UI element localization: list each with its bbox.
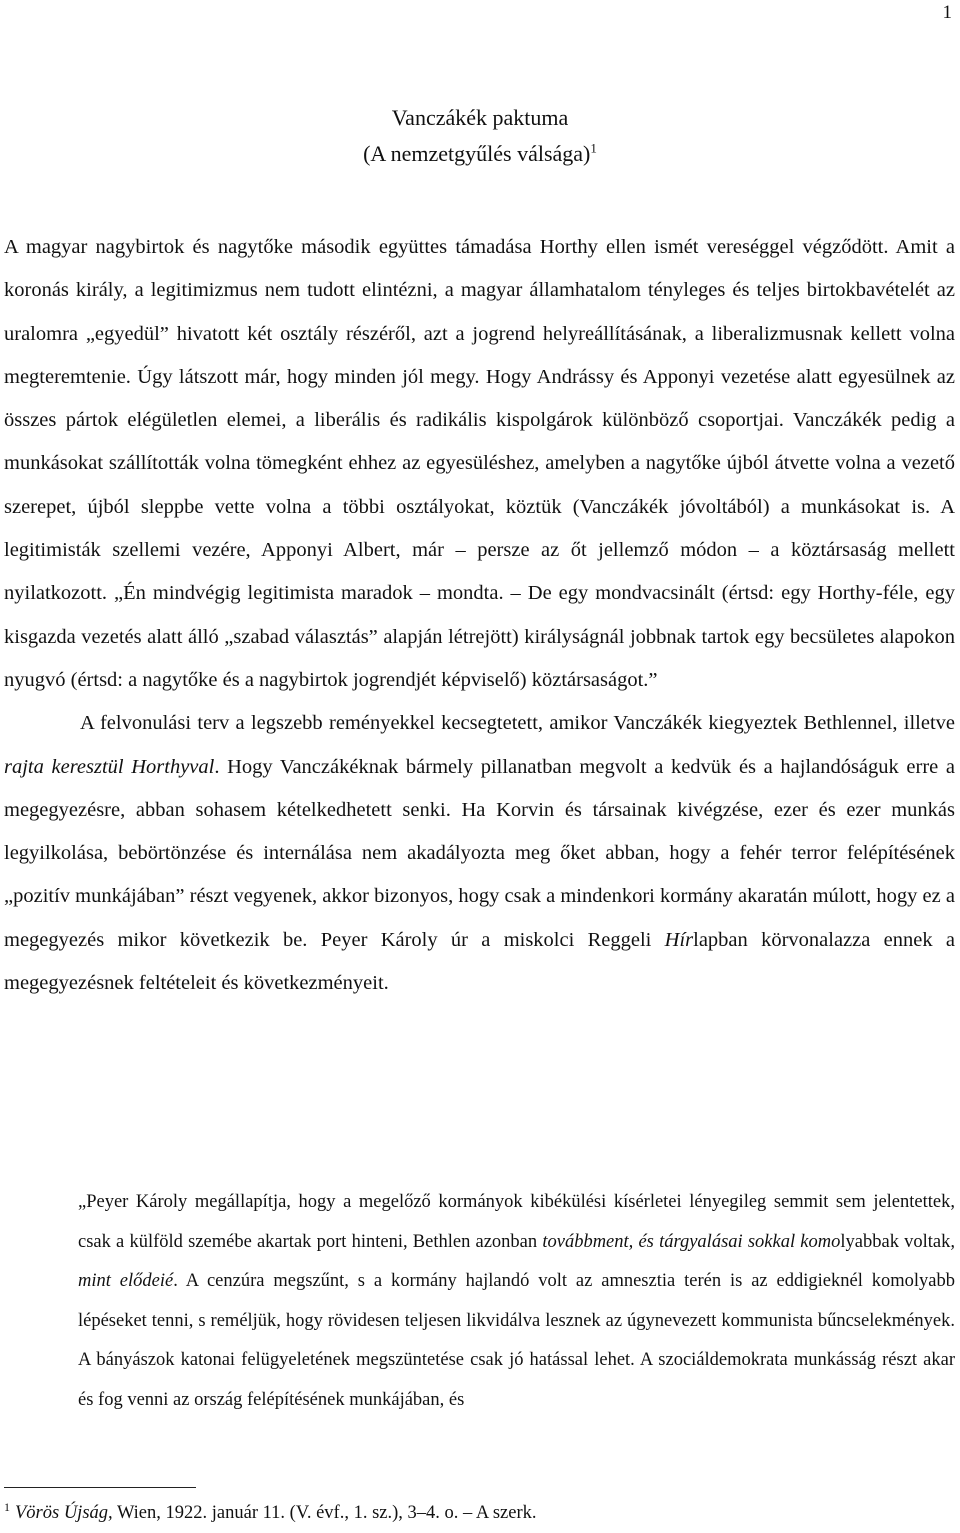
paragraph-2-italic-b: Hír (664, 928, 694, 951)
article-body (4, 226, 955, 1005)
footnote-text: Wien, 1922. január 11. (V. évf., 1. sz.), 3–4. o. – A szerk. (112, 1503, 537, 1523)
paragraph-2-text-c: lapban körvonalazza ennek a megegyezésnek feltételeit és következményeit. (4, 928, 955, 995)
paragraph-2-text-a: A felvonulási terv a legszebb reményekkel kecsegtetett, amikor Vanczákék kiegyeztek Bethlennel, illetve (80, 712, 955, 735)
article-subtitle (0, 136, 960, 172)
article-title-block (0, 100, 960, 172)
article-subtitle-text: (A nemzetgyűlés válsága) (363, 141, 591, 166)
paragraph-2-italic-a: rajta keresztül Horthyval (4, 755, 215, 778)
quote-text-b: lyabbak voltak (840, 1231, 951, 1252)
paragraph-2-text-b: . Hogy Vanczákéknak bármely pillanatban megvolt a kedvük és a hajlandóságuk erre a megegyezésre, abban sohasem kételkedhetett senki. Ha Korvin és társainak kivégzése, ezer és ezer munkás legyilkolása, bebörtönzése és internálása nem akadályozta meg őket abban, hogy a fehér terror felépítésének „pozitív munkájában” részt vegyenek, akkor bizonyos, hogy csak a mindenkori kormány akaratán múlott, hogy ez a megegyezés mikor következik be. Peyer Károly úr a miskolci Reggeli (4, 755, 955, 951)
quote-italic-a: továbbment, és tárgyalásai sokkal komo (542, 1231, 841, 1252)
footnote-divider (4, 1487, 196, 1488)
footnote-reference[interactable]: 1 (590, 140, 597, 156)
block-quote (78, 1183, 955, 1420)
footnote (4, 1501, 954, 1525)
footnote-mark: 1 (4, 1499, 10, 1514)
footnote-source-title: Vörös Újság, (15, 1503, 113, 1523)
quote-italic-b: , mint elődeié (78, 1231, 956, 1291)
article-title: Vanczákék paktuma (391, 105, 569, 130)
quote-text-a: „Peyer Károly megállapítja, hogy a megelőző kormányok kibékülési kísérletei lényegileg semmit sem jelentettek, csak a külföld szemébe akartak port hinteni, Bethlen azonban (78, 1192, 955, 1252)
paragraph-2 (4, 702, 955, 1005)
paragraph-1: A magyar nagybirtok és nagytőke második együttes támadása Horthy ellen ismét vereséggel végződött. Amit a koronás király, a legitimizmus nem tudott elintézni, a magyar államhatalom tényleges és teljes birtokbavételét az uralomra „egyedül” hivatott két osztály részéről, azt a jogrend helyreállításának, a liberalizmusnak kellett volna megteremtenie. Úgy látszott már, hogy minden jól megy. Hogy Andrássy és Apponyi vezetése alatt egyesülnek az összes pártok elégületlen elemei, a liberális és radikális kispolgárok különböző csoportjai. Vanczákék pedig a munkásokat szállították volna tömegként ehhez az egyesüléshez, amelyben a nagytőke újból átvette volna a vezető szerepet, újból sleppbe vette volna a többi osztályokat, köztük (Vanczákék jóvoltából) a munkásokat is. A legitimisták szellemi vezére, Apponyi Albert, már – persze az őt jellemző módon – a köztársaság mellett nyilatkozott. „Én mindvégig legitimista maradok – mondta. – De egy mondvacsinált (értsd: egy Horthy-féle, egy kisgazda vezetés alatt álló „szabad választás” alapján létrejött) királyságnál jobbnak tartok egy becsületes alapokon nyugvó (értsd: a nagytőke és a nagybirtok jogrendjét képviselő) köztársaságot.” (4, 236, 955, 691)
page-number: 1 (942, 2, 952, 23)
quote-text-c: . A cenzúra megszűnt, s a kormány hajlandó volt az amnesztia terén is az eddigieknél komolyabb lépéseket tenni, s reméljük, hogy rövidesen teljesen likvidálva lesznek az úgynevezett kommunista bűncselekmények. A bányászok katonai felügyeletének megszüntetése csak jó hatással lehet. A szociáldemokrata munkásság részt akar és fog venni az ország felépítésének munkájában, és (78, 1271, 955, 1410)
